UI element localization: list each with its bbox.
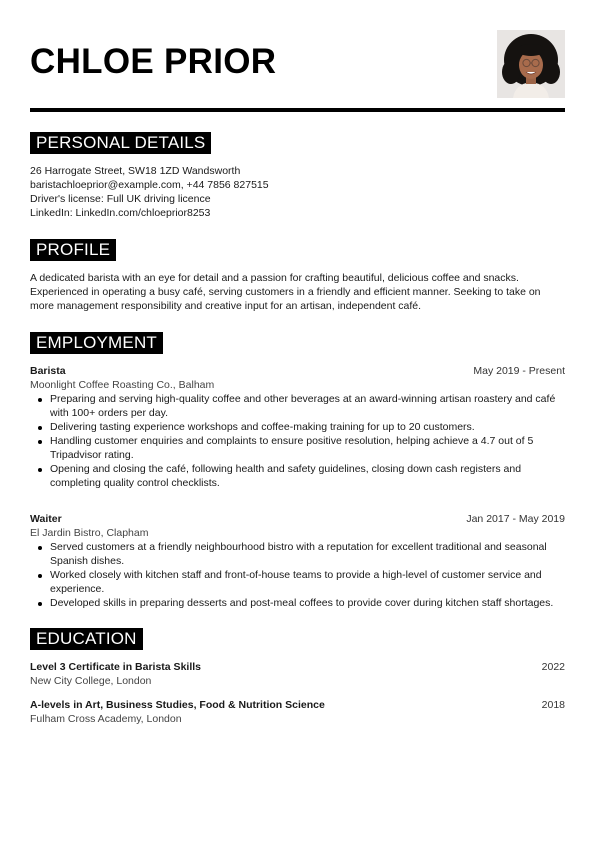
employment-heading: EMPLOYMENT: [30, 332, 163, 354]
job-duties-list: [30, 540, 565, 610]
qualification-year: 2022: [541, 661, 565, 673]
header-divider: [30, 108, 565, 112]
qualification-year: 2018: [541, 699, 565, 711]
job-role: Barista: [30, 365, 66, 377]
profile-summary: A dedicated barista with an eye for detail and a passion for crafting beautiful, delicious coffee and snacks. Experienced in operating a busy café, serving customers in a friendly and efficient manner. Seeking to take on more management responsibility and creative input for an artisan, independent café.: [30, 272, 541, 312]
qualification: A-levels in Art, Business Studies, Food & Nutrition Science: [30, 699, 325, 711]
list-item: Delivering tasting experience workshops and coffee-making training for up to 20 customers.: [30, 420, 565, 434]
job-dates: Jan 2017 - May 2019: [466, 513, 565, 525]
institution: Fulham Cross Academy, London: [30, 713, 182, 725]
list-item: Worked closely with kitchen staff and front-of-house teams to provide a high-level of customer service and experience.: [30, 568, 565, 596]
portrait-image: [497, 30, 565, 98]
profile-photo: [497, 30, 565, 98]
list-item: Opening and closing the café, following health and safety guidelines, closing down cash registers and completing quality control checklists.: [30, 462, 565, 490]
list-item: Served customers at a friendly neighbourhood bistro with a reputation for excellent traditional and seasonal Spanish dishes.: [30, 540, 565, 568]
address: 26 Harrogate Street, SW18 1ZD Wandsworth: [30, 165, 241, 177]
driving-license: Driver's license: Full UK driving licence: [30, 193, 211, 205]
candidate-name: CHLOE PRIOR: [30, 42, 277, 81]
personal-details-heading: PERSONAL DETAILS: [30, 132, 211, 154]
job-dates: May 2019 - Present: [473, 365, 565, 377]
job-company: Moonlight Coffee Roasting Co., Balham: [30, 379, 215, 391]
linkedin: LinkedIn: LinkedIn.com/chloeprior8253: [30, 207, 211, 219]
job-role: Waiter: [30, 513, 62, 525]
education-heading: EDUCATION: [30, 628, 143, 650]
qualification: Level 3 Certificate in Barista Skills: [30, 661, 201, 673]
profile-heading: PROFILE: [30, 239, 116, 261]
job-duties-list: [30, 392, 565, 490]
job-company: El Jardin Bistro, Clapham: [30, 527, 149, 539]
list-item: Preparing and serving high-quality coffee and other beverages at an award-winning artisan roastery and café with 100+ orders per day.: [30, 392, 565, 420]
institution: New City College, London: [30, 675, 152, 687]
list-item: Developed skills in preparing desserts and post-meal coffees to provide cover during kitchen staff shortages.: [30, 596, 565, 610]
contact-info: baristachloeprior@example.com, +44 7856 827515: [30, 179, 269, 191]
list-item: Handling customer enquiries and complaints to ensure positive resolution, helping achieve a 4.7 out of 5 Tripadvisor rating.: [30, 434, 565, 462]
